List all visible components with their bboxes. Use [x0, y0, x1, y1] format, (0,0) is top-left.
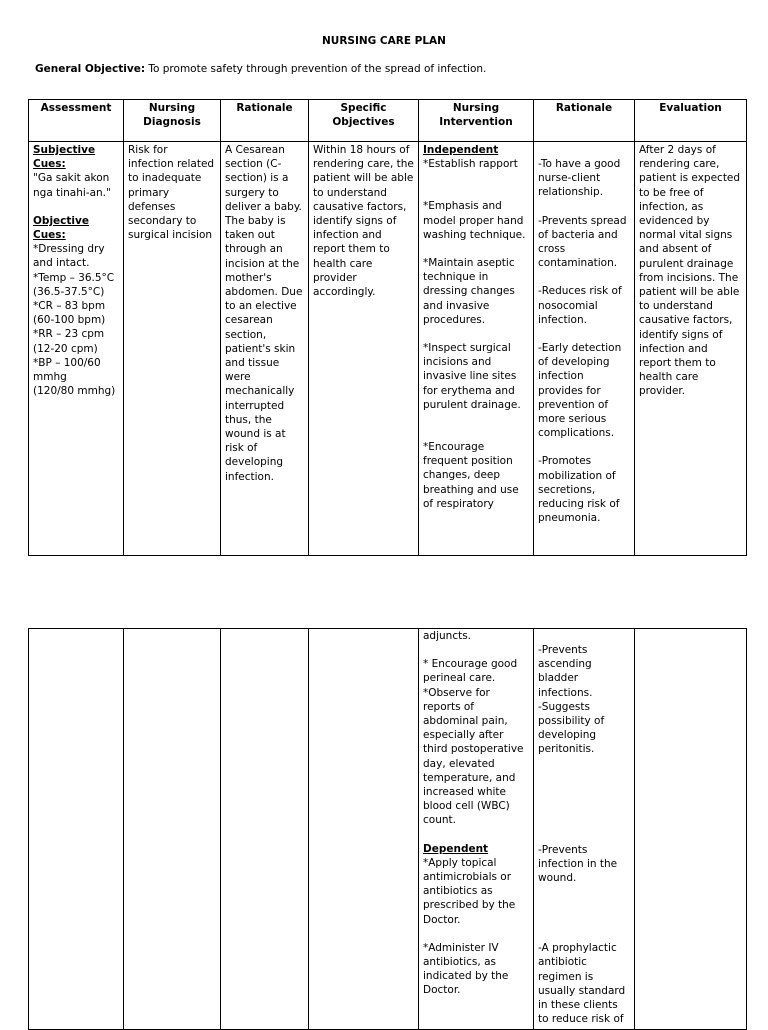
- intervention-cell-continued: [419, 629, 534, 1030]
- rationale-cell: A Cesarean section (C-section) is a surgery to deliver a baby. The baby is taken out through an incision at the mother's abdomen. Due to an elective cesarean section, patient's skin and tissue were mechanically interrupted thus, the wound is at risk of developing infection.: [221, 142, 309, 556]
- subjective-cues-text: "Ga sakit akon nga tinahi-an.": [33, 172, 111, 199]
- rationale-item: -Prevents spread of bacteria and cross contamination.: [538, 214, 627, 270]
- general-objective-text: To promote safety through prevention of the spread of infection.: [148, 63, 487, 75]
- intervention-item: adjuncts.: [423, 630, 472, 642]
- subjective-cues-label: Subjective Cues:: [33, 144, 96, 171]
- rationale-item: -Promotes mobilization of secretions, reducing risk of pneumonia.: [538, 455, 620, 525]
- objectives-cell: Within 18 hours of rendering care, the patient will be able to understand causative factors, identify signs of infection and report them to health care provider accordingly.: [309, 142, 419, 556]
- intervention-cell: [419, 142, 534, 556]
- assessment-cell: [29, 142, 124, 556]
- evaluation-cell-continued: [635, 629, 747, 1030]
- rationale-item: -Prevents ascending bladder infections.: [538, 644, 593, 699]
- rationale-item: -A prophylactic antibiotic regimen is usually standard in these clients to reduce risk of: [538, 942, 626, 1026]
- general-objective: [35, 62, 486, 76]
- care-plan-table: [28, 99, 747, 556]
- header-row: [29, 100, 747, 142]
- diagnosis-cell: Risk for infection related to inadequate primary defenses secondary to surgical incision: [124, 142, 221, 556]
- rationale-item: -To have a good nurse-client relationship.: [538, 158, 621, 199]
- header-rationale: Rationale: [221, 100, 309, 142]
- dependent-label: Dependent: [423, 842, 489, 855]
- intervention-item: *Establish rapport: [423, 158, 518, 171]
- intervention-item: *Observe for reports of abdominal pain, especially after third postoperative day, elevated temperature, and increased white blood cell (WBC) count.: [423, 686, 524, 827]
- header-intervention: Nursing Intervention: [419, 100, 534, 142]
- intervention-item: *Maintain aseptic technique in dressing changes and invasive procedures.: [423, 257, 515, 326]
- care-plan-table-continued: [28, 628, 747, 1030]
- header-evaluation: Evaluation: [635, 100, 747, 142]
- intervention-item: * Encourage good perineal care.: [423, 658, 518, 685]
- rationale-item: -Prevents infection in the wound.: [538, 843, 618, 885]
- intervention-item: *Encourage frequent position changes, deep breathing and use of respiratory: [423, 441, 519, 510]
- objective-cues-text: *Dressing dry and intact. *Temp – 36.5°C (36.5-37.5°C) *CR – 83 bpm (60-100 bpm) *RR – 23 cpm (12-20 cpm) *BP – 100/60 mmhg (120/80 mmhg): [33, 243, 116, 398]
- table-row: [29, 629, 747, 1030]
- objectives-cell-continued: [309, 629, 419, 1030]
- header-assessment: Assessment: [29, 100, 124, 142]
- general-objective-label: General Objective:: [35, 63, 146, 75]
- rationale-cell-continued: [221, 629, 309, 1030]
- page-title: NURSING CARE PLAN: [322, 35, 446, 47]
- intervention-item: *Inspect surgical incisions and invasive line sites for erythema and purulent drainage.: [423, 342, 521, 411]
- evaluation-cell: After 2 days of rendering care, patient is expected to be free of infection, as evidenced by normal vital signs and absent of purulent drainage from incisions. The patient will be able to understand causative factors, identify signs of infection and report them to health care provider.: [635, 142, 747, 556]
- independent-label: Independent: [423, 144, 499, 156]
- rationale-item: -Early detection of developing infection provides for prevention of more serious complications.: [538, 342, 622, 440]
- diagnosis-cell-continued: [124, 629, 221, 1030]
- objective-cues-label: Objective Cues:: [33, 214, 89, 242]
- rationale-2-cell: [534, 142, 635, 556]
- intervention-item: *Apply topical antimicrobials or antibiotics as prescribed by the Doctor.: [423, 856, 516, 926]
- rationale-item: -Suggests possibility of developing peritonitis.: [538, 700, 605, 756]
- assessment-cell-continued: [29, 629, 124, 1030]
- rationale-item: -Reduces risk of nosocomial infection.: [538, 285, 622, 326]
- table-row: [29, 142, 747, 556]
- header-rationale-2: Rationale: [534, 100, 635, 142]
- intervention-item: *Emphasis and model proper hand washing technique.: [423, 200, 526, 241]
- rationale-2-cell-continued: [534, 629, 635, 1030]
- header-diagnosis: Nursing Diagnosis: [124, 100, 221, 142]
- header-objectives: Specific Objectives: [309, 100, 419, 142]
- intervention-item: *Administer IV antibiotics, as indicated by the Doctor.: [423, 941, 509, 997]
